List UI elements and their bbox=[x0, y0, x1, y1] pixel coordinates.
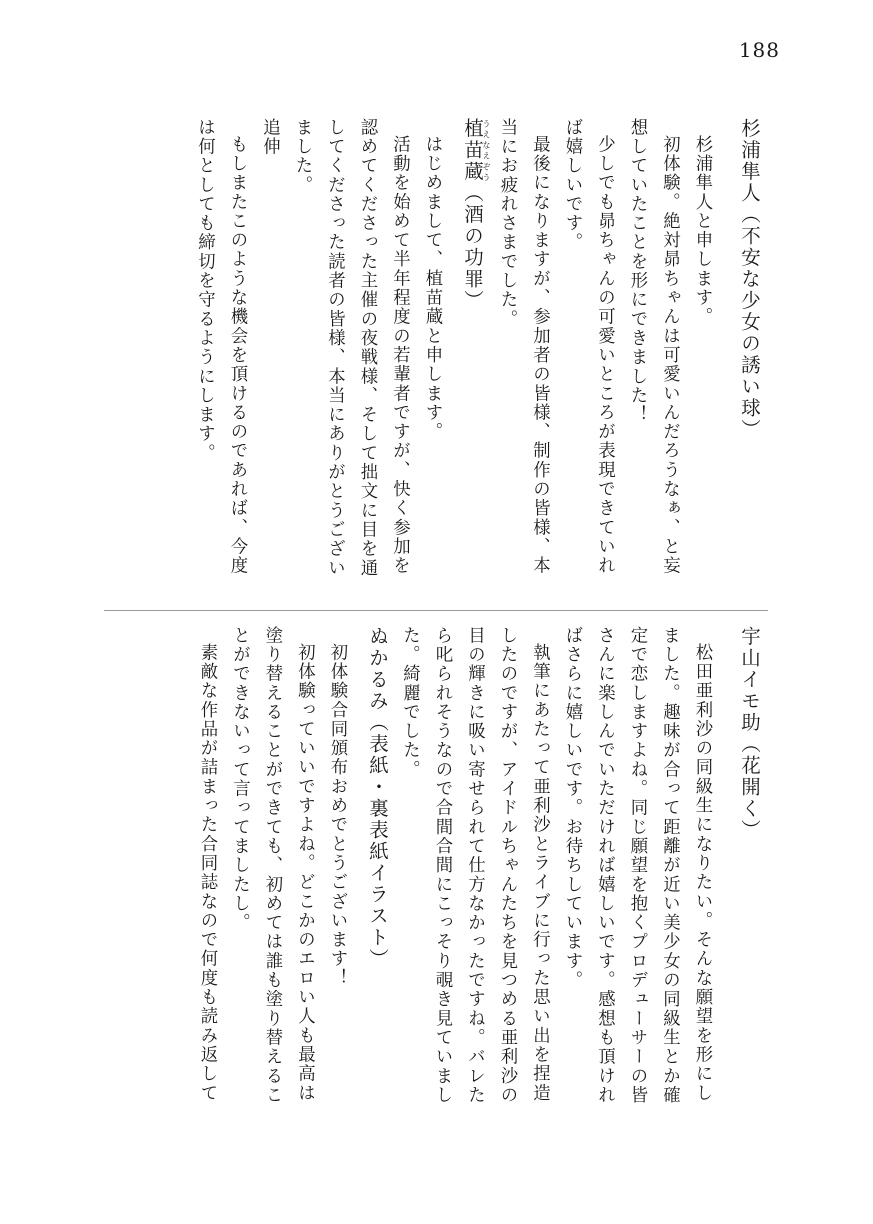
paragraph: 活動を始めて半年程度の若輩者ですが、快く参加を認めてくださった主催の夜戦様、そして拙文に目を通してくださった読者の皆様、本当にありがとうございました。 bbox=[292, 118, 410, 578]
paragraph: 杉浦隼人と申します。 bbox=[692, 135, 712, 327]
work-title: （酒の功罪） bbox=[461, 182, 484, 312]
paragraph: 少しでも昴ちゃんの可愛いところが表現できていれば嬉しいです。 bbox=[562, 118, 615, 576]
afterword-section-bottom bbox=[191, 626, 766, 1106]
paragraph: もしまたこのような機会を頂けるのであれば、今度は何としても締切を守るようにします。 bbox=[194, 118, 247, 576]
paragraph: はじめまして、植苗蔵と申します。 bbox=[422, 135, 442, 442]
paragraph: 初体験っていいですよね。どこかのエロい人も最高は塗り替えることができても、初めては誰も塗り替えることができないって言ってましたし。 bbox=[229, 626, 315, 1105]
contributor-heading: 杉浦隼人（不安な少女の誘い球） bbox=[738, 118, 761, 441]
contributor-heading bbox=[456, 118, 491, 590]
contributor-heading: 宇山イモ助（花開く） bbox=[738, 626, 761, 841]
postscript-label: 追伸 bbox=[259, 118, 280, 157]
contributor-heading: ぬかるみ（表紙・裏表紙イラスト） bbox=[366, 626, 389, 970]
paragraph: 初体験合同頒布おめでとうございます！ bbox=[327, 643, 347, 989]
name-reading: うえなえぞう bbox=[482, 118, 491, 183]
paragraph: 最後になりますが、参加者の皆様、制作の皆様、本当にお疲れさまでした。 bbox=[497, 118, 550, 576]
paragraph: 初体験。絶対昴ちゃんは可愛いんだろうなぁ、と妄想していたことを形にできました！ bbox=[627, 118, 680, 576]
paragraph: 素敵な作品が詰まった合同誌なので何度も読み返して bbox=[197, 643, 217, 1103]
paragraph: 松田亜利沙の同級生になりたい。そんな願望を形にしました。趣味が合って距離が近い美少女の同級生とか確定で恋しますよね。同じ願望を抱くプロデューサーの皆さんに楽しんでいただければ嬉しいです。感想も頂ければさらに嬉しいです。お待ちしています。 bbox=[562, 626, 712, 1105]
page-number: 188 bbox=[738, 38, 780, 62]
section-divider bbox=[104, 610, 768, 611]
paragraph: 執筆にあたって亜利沙とライブに行った思い出を捏造したのですが、アイドルちゃんたちを見つめる亜利沙の目の輝きに吸い寄せられて仕方なかったですね。バレたら叱られそうなので合間合間にこっそり覗き見ていました。綺麗でした。 bbox=[399, 626, 550, 1105]
afterword-section-top bbox=[188, 118, 765, 590]
contributor-name: 植苗蔵うえなえぞう bbox=[461, 118, 491, 183]
